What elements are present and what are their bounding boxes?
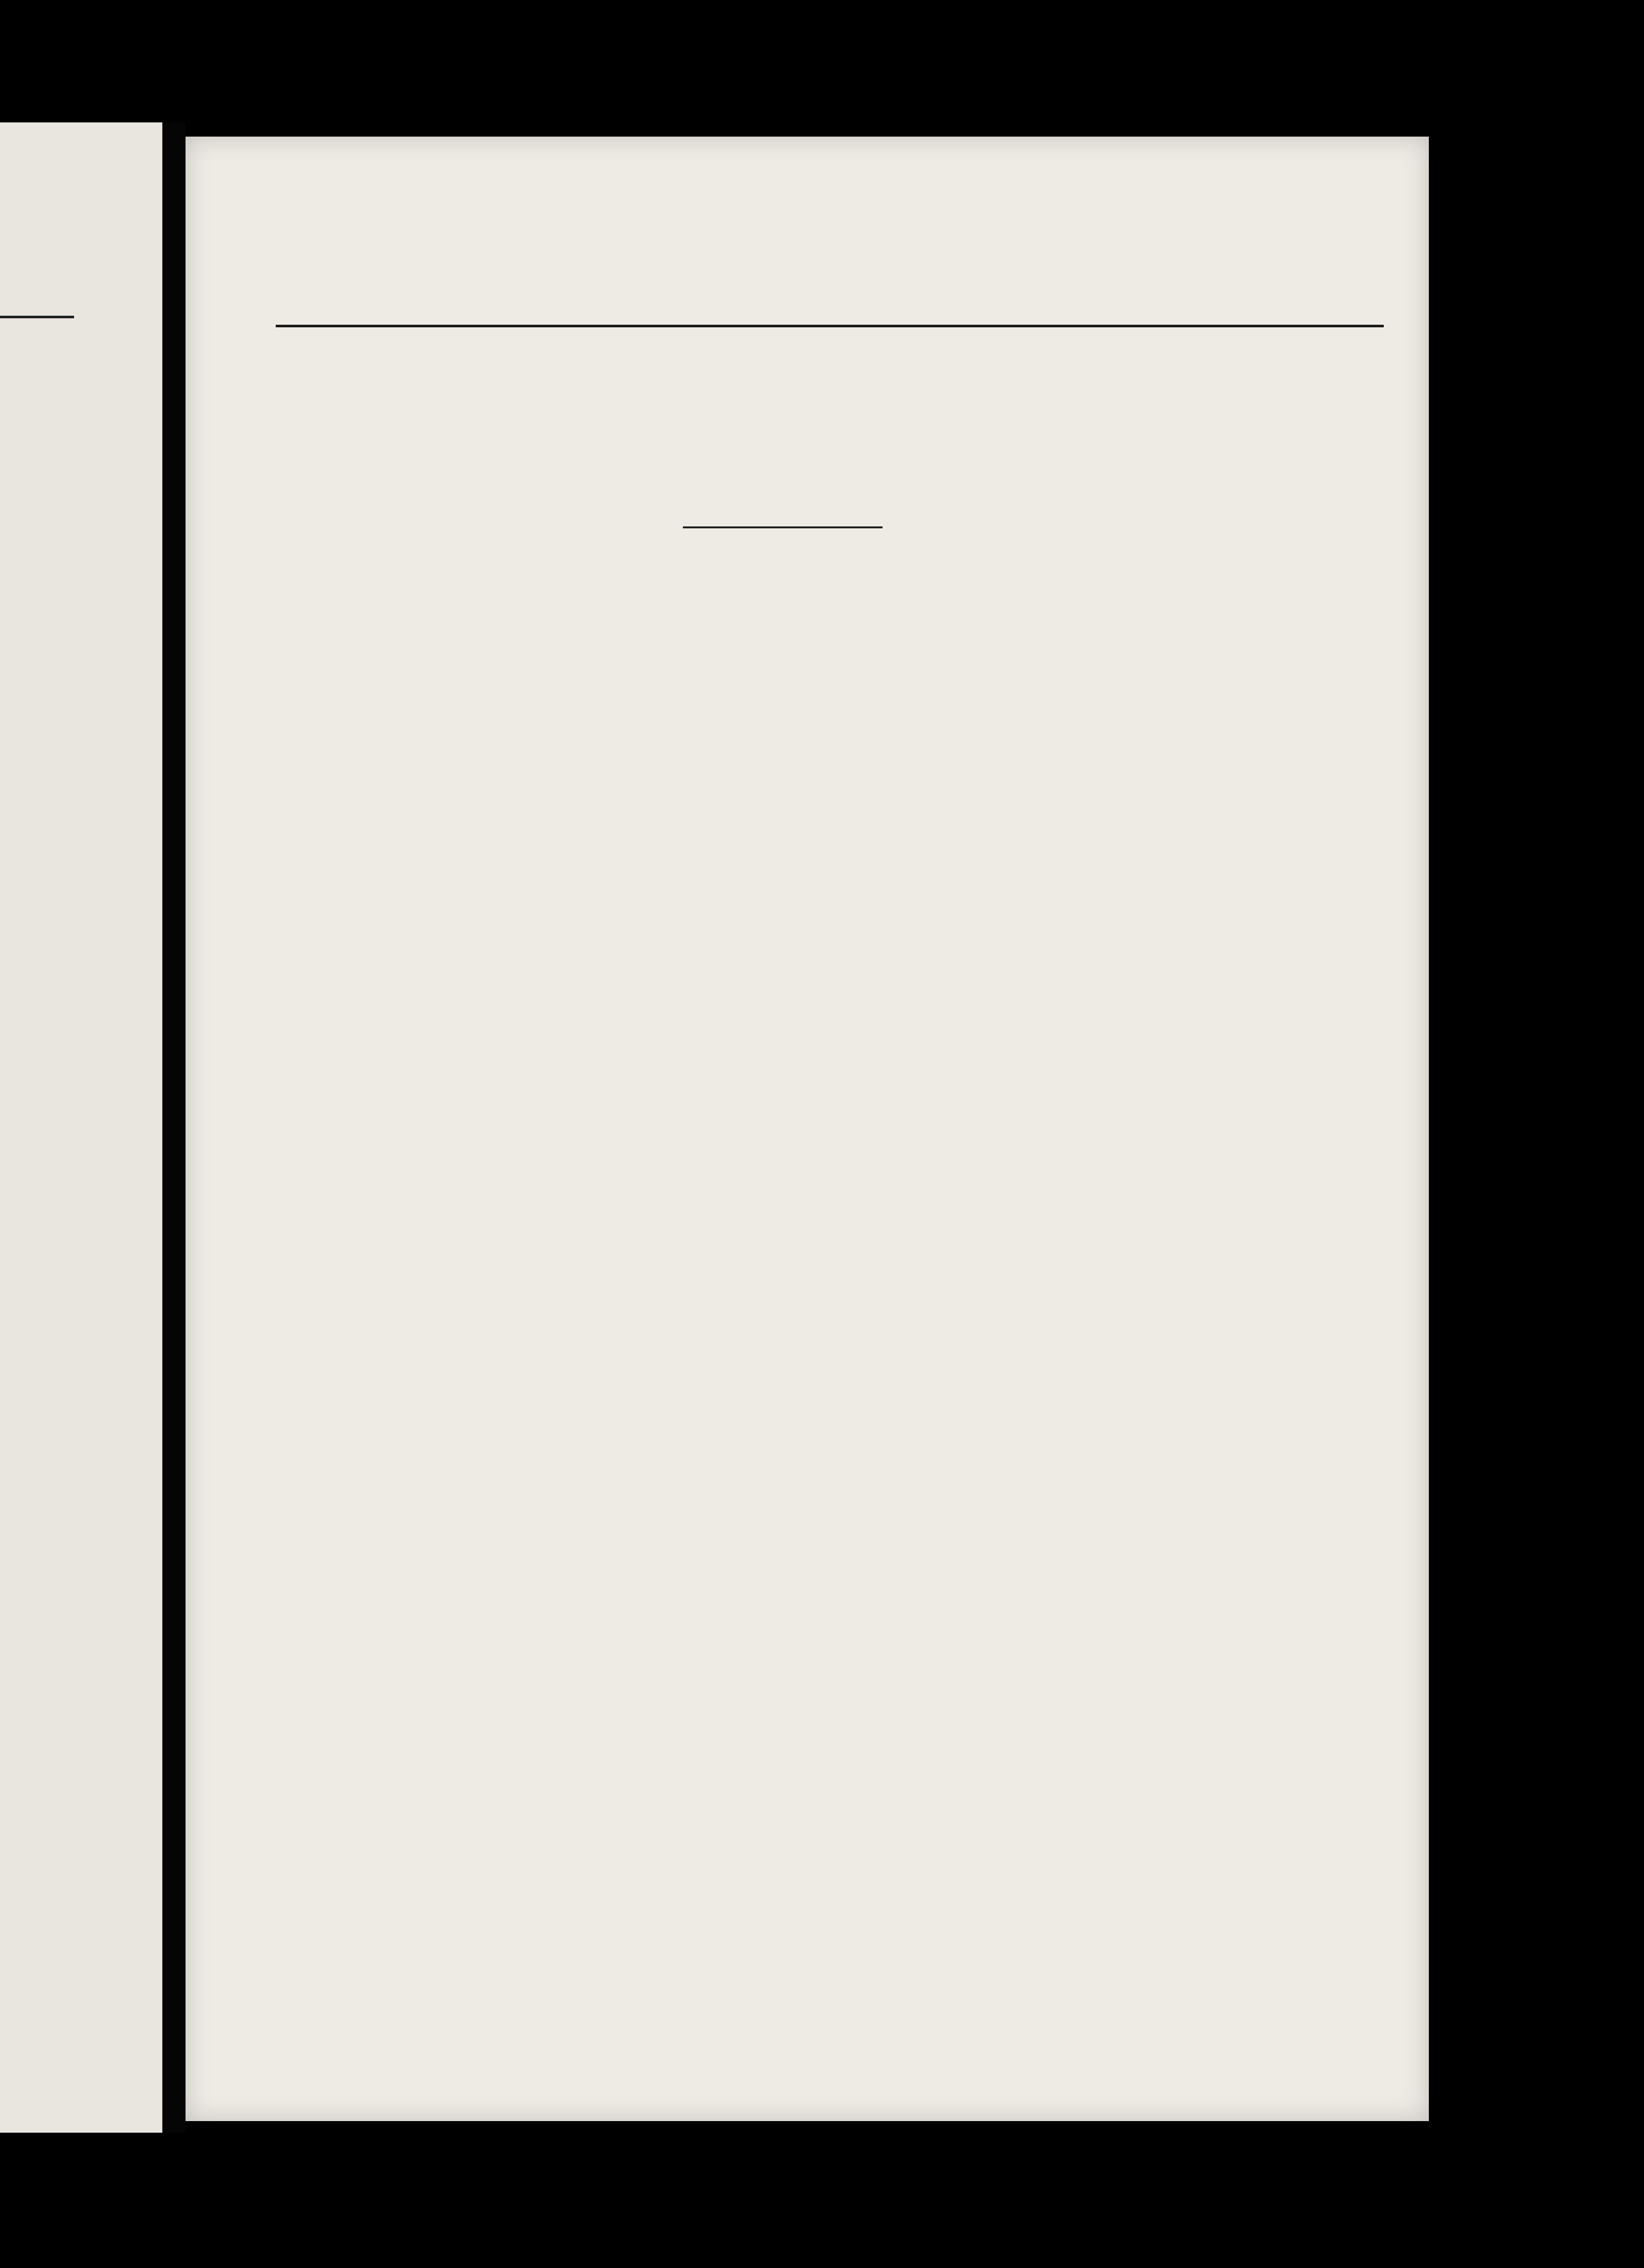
adjacent-page-fragment — [0, 122, 162, 2133]
title-rule — [683, 526, 883, 528]
running-head — [276, 289, 1384, 321]
adjacent-page-rule — [0, 316, 74, 318]
header-rule — [276, 325, 1384, 327]
book-gutter — [162, 122, 186, 2133]
book-page — [186, 137, 1429, 2121]
